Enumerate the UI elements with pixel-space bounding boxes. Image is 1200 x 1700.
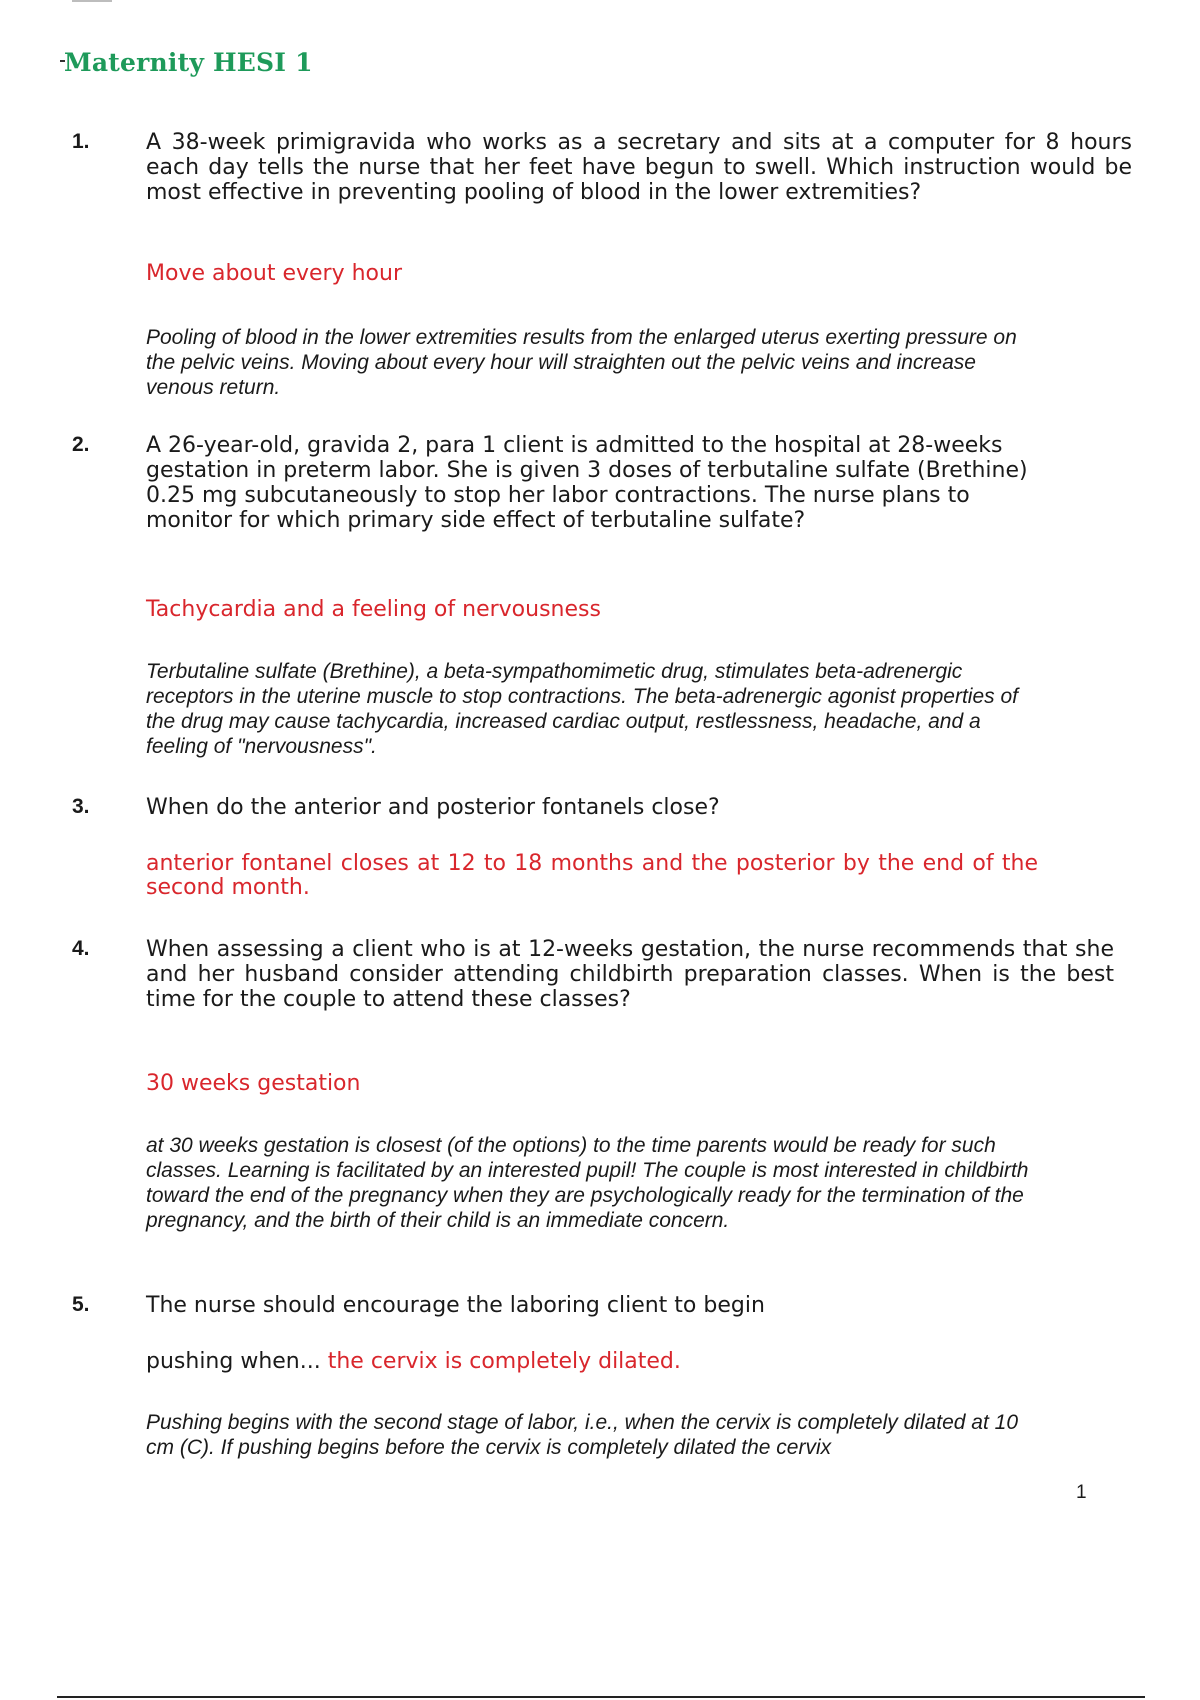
answer-5 bbox=[146, 1350, 1056, 1374]
document-title: Maternity HESI 1 bbox=[64, 48, 313, 77]
page-number: 1 bbox=[1076, 1482, 1087, 1503]
answer-3: anterior fontanel closes at 12 to 18 months and the posterior by the end of the second month. bbox=[146, 851, 1038, 900]
rationale-2: Terbutaline sulfate (Brethine), a beta-sympathomimetic drug, stimulates beta-adrenergic receptors in the uterine muscle to stop contractions. The beta-adrenergic agonist properties of the drug may cause tachycardia, increased cardiac output, restlessness, headache, and a feeling of "nervousness". bbox=[146, 660, 1018, 758]
question-text: When assessing a client who is at 12-weeks gestation, the nurse recommends that she and her husband consider attending childbirth preparation classes. When is the best time for the couple to attend these classes? bbox=[146, 937, 1114, 1012]
rationale-1: Pooling of blood in the lower extremities results from the enlarged uterus exerting pressure on the pelvic veins. Moving about every hour will straighten out the pelvic veins and increase venous return. bbox=[146, 326, 1017, 399]
question-number: 2. bbox=[72, 433, 90, 456]
bottom-rule bbox=[57, 1696, 1145, 1698]
question-text: The nurse should encourage the laboring client to begin bbox=[146, 1293, 765, 1318]
question-text: A 38-week primigravida who works as a secretary and sits at a computer for 8 hours each day tells the nurse that her feet have begun to swell. Which instruction would be most effective in preventing pooling of blood in the lower extremities? bbox=[146, 130, 1132, 205]
question-number: 1. bbox=[72, 130, 90, 153]
question-text: A 26-year-old, gravida 2, para 1 client is admitted to the hospital at 28-weeks gestation in preterm labor. She is given 3 doses of terbutaline sulfate (Brethine) 0.25 mg subcutaneously to stop her labor contractions. The nurse plans to monitor for which primary side effect of terbutaline sulfate? bbox=[146, 433, 1028, 533]
question-number: 3. bbox=[72, 795, 90, 818]
rationale-4: at 30 weeks gestation is closest (of the options) to the time parents would be ready for such classes. Learning is facilitated by an interested pupil! The couple is most interested in childbirth toward the end of the pregnancy when they are psychologically ready for the termination of the pregnancy, and the birth of their child is an immediate concern. bbox=[146, 1134, 1029, 1232]
answer-prefix: pushing when... bbox=[146, 1349, 321, 1374]
answer-4: 30 weeks gestation bbox=[146, 1071, 361, 1096]
rationale-5: Pushing begins with the second stage of labor, i.e., when the cervix is completely dilated at 10 cm (C). If pushing begins before the cervix is completely dilated the cervix bbox=[146, 1411, 1019, 1459]
question-number: 5. bbox=[72, 1293, 90, 1316]
top-edge-mark bbox=[72, 0, 112, 2]
answer-1: Move about every hour bbox=[146, 261, 402, 286]
question-number: 4. bbox=[72, 937, 90, 960]
question-text: When do the anterior and posterior fontanels close? bbox=[146, 795, 720, 820]
answer-2: Tachycardia and a feeling of nervousness bbox=[146, 597, 601, 622]
answer-text: the cervix is completely dilated. bbox=[327, 1349, 681, 1374]
